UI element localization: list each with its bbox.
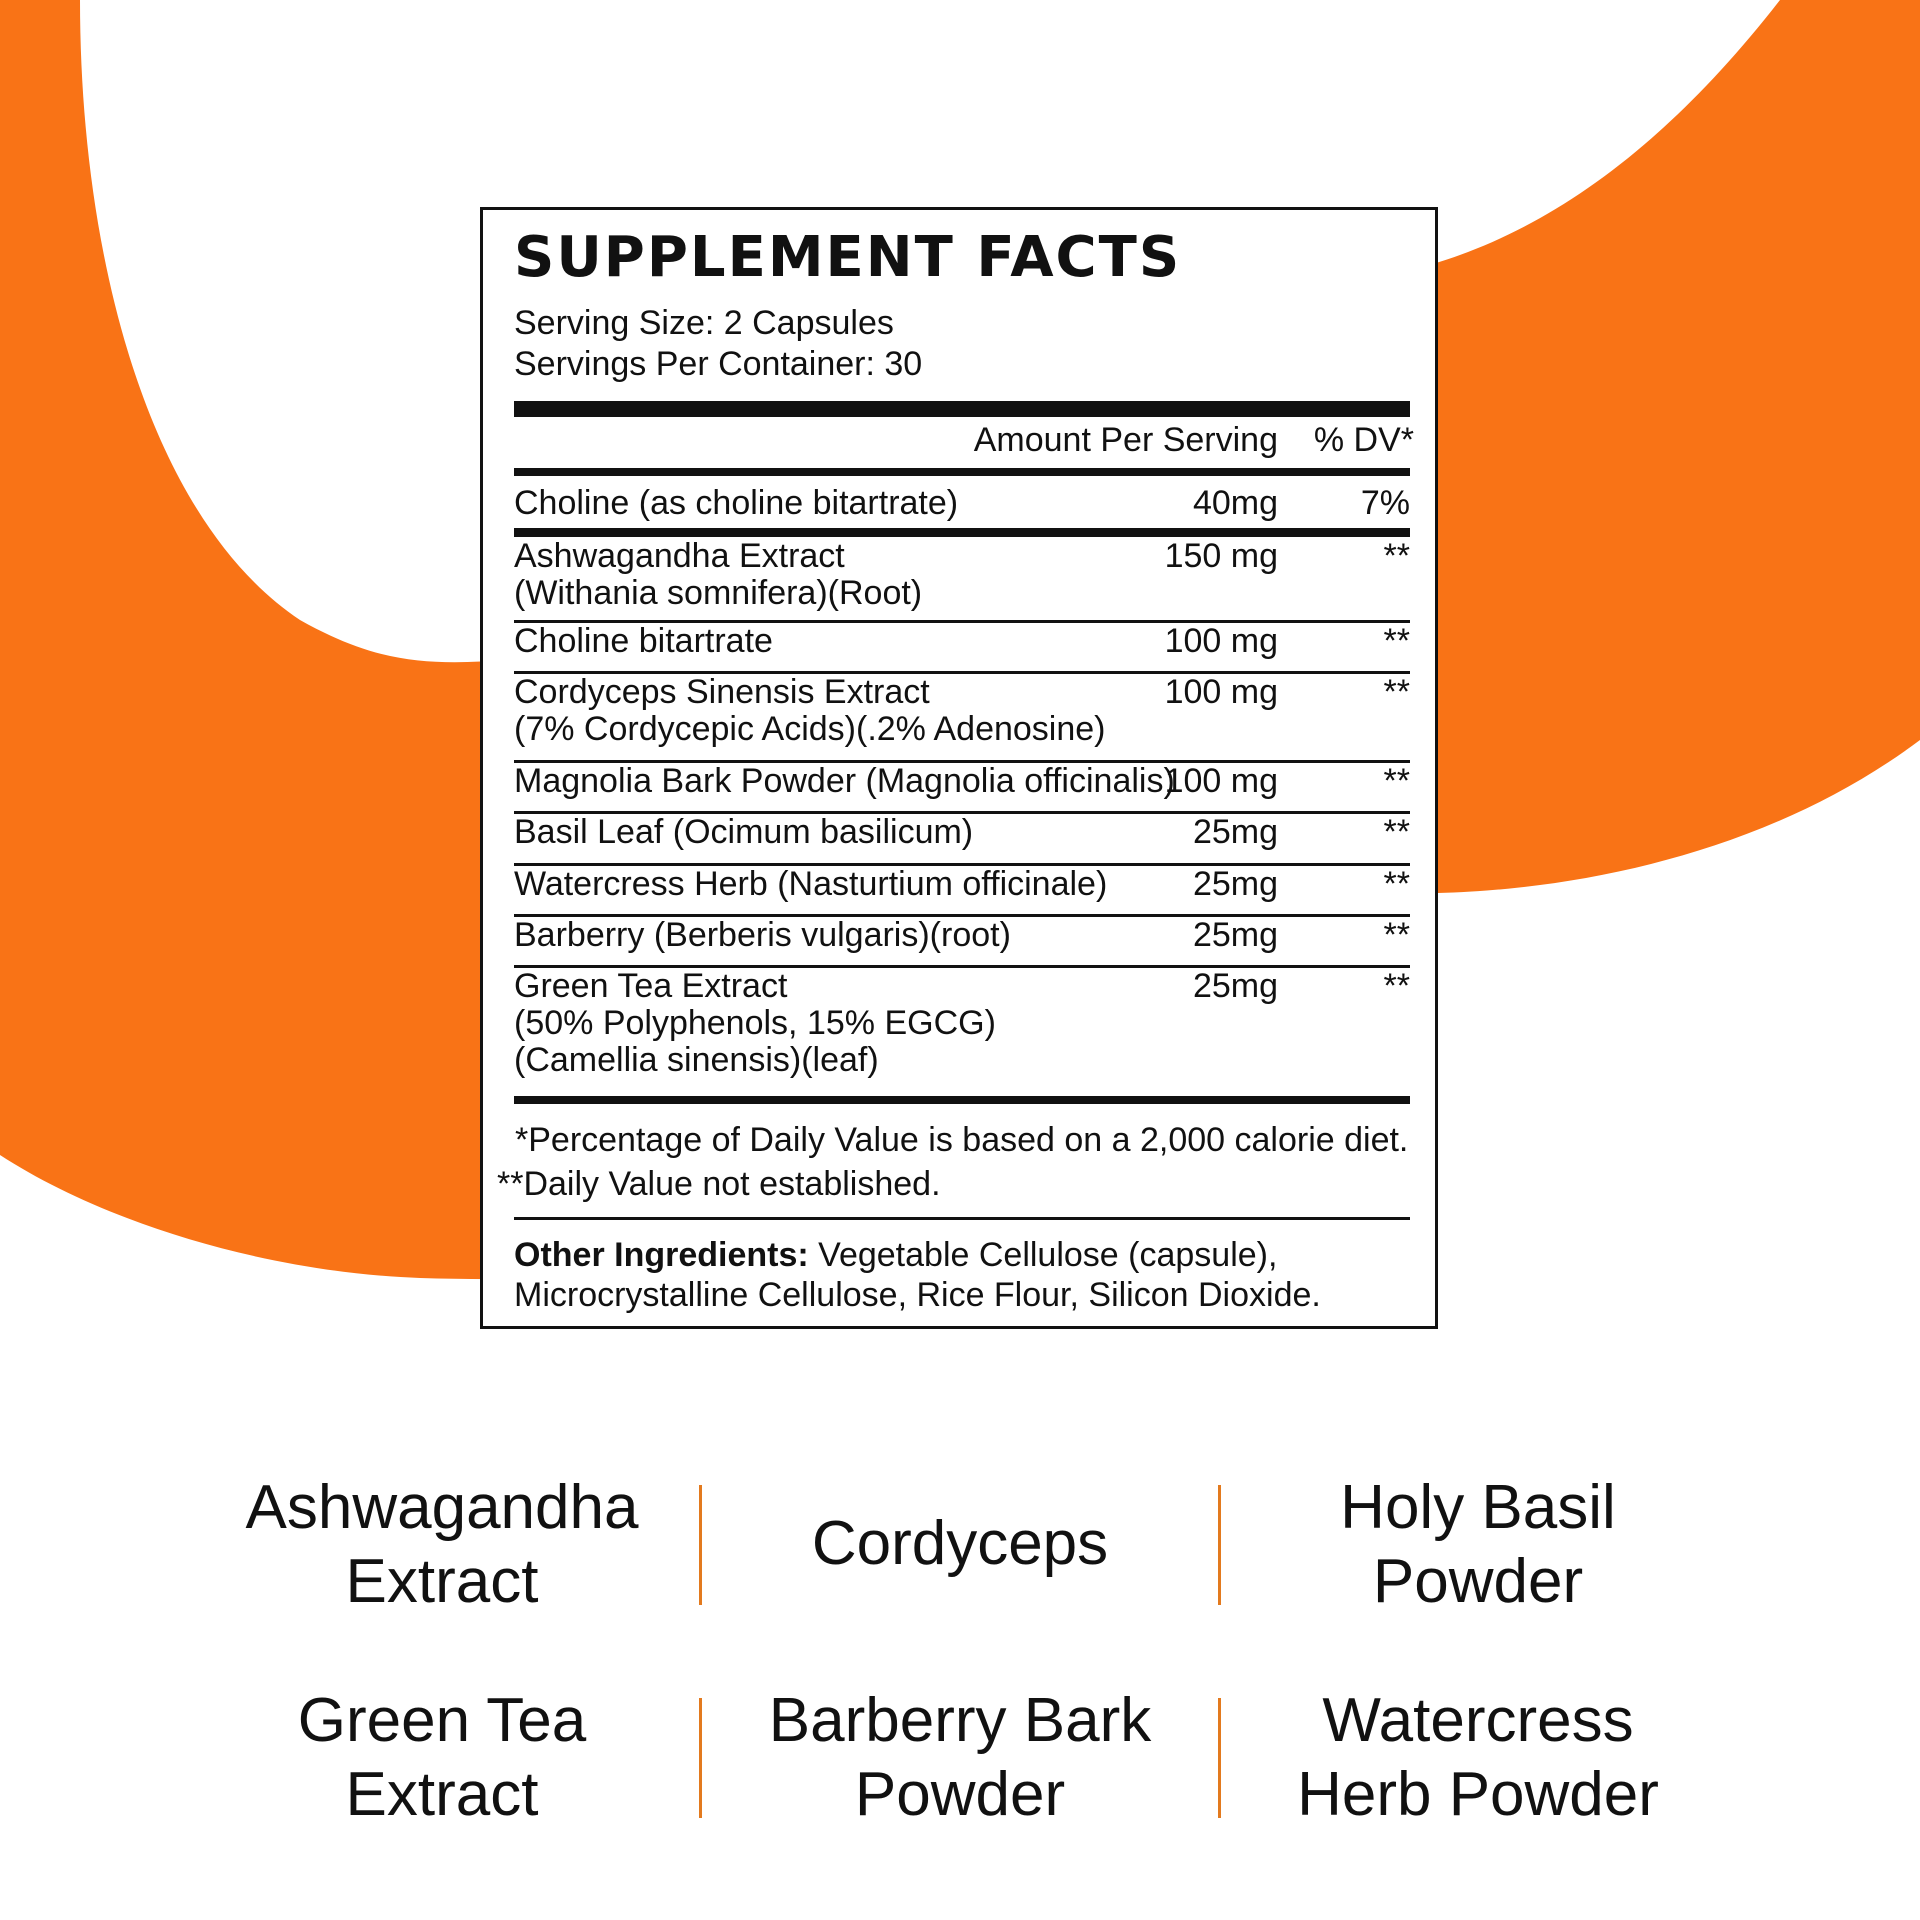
ingredient-name	[514, 866, 1107, 903]
ingredient-dv: **	[1383, 967, 1410, 1005]
ingredient-name-line: (7% Cordycepic Acids)(.2% Adenosine)	[514, 710, 1106, 748]
row-separator	[514, 528, 1410, 537]
ingredient-row	[514, 485, 1410, 537]
ingredient-name-line: Choline bitartrate	[514, 622, 773, 660]
highlight-line: Cordyceps	[811, 1509, 1109, 1578]
other-ingredients-text: Vegetable Cellulose (capsule), Microcrystalline Cellulose, Rice Flour, Silicon Dioxide.	[514, 1236, 1321, 1314]
highlight-watercress	[1263, 1684, 1693, 1832]
serving-size: Serving Size: 2 Capsules	[514, 304, 894, 342]
ingredient-amount: 100 mg	[1164, 762, 1278, 800]
ingredient-row	[514, 538, 1410, 623]
ingredient-name	[514, 674, 1106, 748]
highlight-cordyceps	[745, 1507, 1175, 1581]
ingredient-amount: 100 mg	[1164, 673, 1278, 711]
highlight-green-tea	[227, 1684, 657, 1832]
thick-rule-top	[514, 401, 1410, 417]
ingredient-name-line: Cordyceps Sinensis Extract	[514, 673, 930, 711]
ingredient-name-line: (Withania somnifera)(Root)	[514, 574, 923, 612]
highlight-line: Barberry Bark	[768, 1686, 1152, 1755]
orange-divider	[1218, 1698, 1221, 1818]
ingredient-name	[514, 968, 996, 1079]
servings-per-container: Servings Per Container: 30	[514, 345, 923, 383]
orange-divider	[699, 1698, 702, 1818]
highlight-line: Holy Basil	[1340, 1473, 1616, 1542]
highlight-line: Extract	[345, 1760, 539, 1829]
ingredient-name-line: Green Tea Extract	[514, 967, 788, 1005]
ingredient-name-line: Watercress Herb (Nasturtium officinale)	[514, 865, 1108, 903]
header-rule	[514, 468, 1410, 476]
ingredient-row	[514, 763, 1410, 814]
ingredient-amount: 25mg	[1192, 813, 1278, 851]
ingredient-row	[514, 866, 1410, 917]
other-ingredients-label: Other Ingredients:	[514, 1236, 809, 1274]
ingredient-dv: **	[1383, 865, 1410, 903]
ingredient-amount: 25mg	[1192, 916, 1278, 954]
facts-title: SUPPLEMENT FACTS	[514, 225, 1182, 290]
ingredient-name-line: Choline (as choline bitartrate)	[514, 484, 959, 522]
footnote-dv-not-established: **Daily Value not established.	[497, 1165, 941, 1203]
ingredient-amount: 40mg	[1192, 484, 1278, 522]
ingredient-row	[514, 674, 1410, 763]
ingredient-dv: **	[1383, 673, 1410, 711]
highlight-line: Herb Powder	[1297, 1760, 1659, 1829]
orange-divider	[699, 1485, 702, 1605]
highlight-line: Watercress	[1322, 1686, 1634, 1755]
ingredient-name-line: Magnolia Bark Powder (Magnolia officinalis)	[514, 762, 1175, 800]
ingredient-name	[514, 763, 1175, 800]
amount-per-serving-header: Amount Per Serving	[973, 421, 1278, 459]
highlight-line: Green Tea	[297, 1686, 587, 1755]
ingredient-row	[514, 814, 1410, 866]
highlight-line: Powder	[854, 1760, 1066, 1829]
ingredient-dv: **	[1383, 916, 1410, 954]
daily-value-header: % DV*	[1313, 421, 1414, 459]
ingredient-name	[514, 814, 973, 851]
other-ingredients	[514, 1235, 1414, 1315]
ingredient-row	[514, 623, 1410, 674]
ingredient-dv: **	[1383, 537, 1410, 575]
ingredient-dv: **	[1383, 762, 1410, 800]
thin-rule-other	[514, 1217, 1410, 1220]
ingredient-name	[514, 623, 773, 660]
thick-rule-bottom	[514, 1096, 1410, 1104]
ingredient-amount: 100 mg	[1164, 622, 1278, 660]
ingredient-name-line: (Camellia sinensis)(leaf)	[514, 1041, 879, 1079]
ingredient-name-line: (50% Polyphenols, 15% EGCG)	[514, 1004, 996, 1042]
ingredient-amount: 150 mg	[1164, 537, 1278, 575]
ingredient-name	[514, 485, 958, 522]
ingredient-dv: **	[1383, 622, 1410, 660]
highlight-ashwagandha	[227, 1471, 657, 1619]
ingredient-dv: **	[1383, 813, 1410, 851]
highlight-barberry	[745, 1684, 1175, 1832]
ingredient-name	[514, 538, 922, 612]
ingredient-dv: 7%	[1360, 484, 1410, 522]
ingredient-row	[514, 917, 1410, 968]
ingredient-name	[514, 917, 1011, 954]
ingredient-name-line: Ashwagandha Extract	[514, 537, 845, 575]
highlight-line: Powder	[1372, 1547, 1584, 1616]
highlight-holy-basil	[1263, 1471, 1693, 1619]
ingredient-name-line: Barberry (Berberis vulgaris)(root)	[514, 916, 1011, 954]
ingredient-amount: 25mg	[1192, 865, 1278, 903]
footnote-percent-dv: *Percentage of Daily Value is based on a 2,000 calorie diet.	[515, 1121, 1409, 1159]
orange-divider	[1218, 1485, 1221, 1605]
highlight-line: Ashwagandha	[245, 1473, 639, 1542]
supplement-facts-panel	[480, 207, 1438, 1329]
ingredient-amount: 25mg	[1192, 967, 1278, 1005]
ingredient-row	[514, 968, 1410, 1096]
highlight-line: Extract	[345, 1547, 539, 1616]
ingredient-name-line: Basil Leaf (Ocimum basilicum)	[514, 813, 974, 851]
